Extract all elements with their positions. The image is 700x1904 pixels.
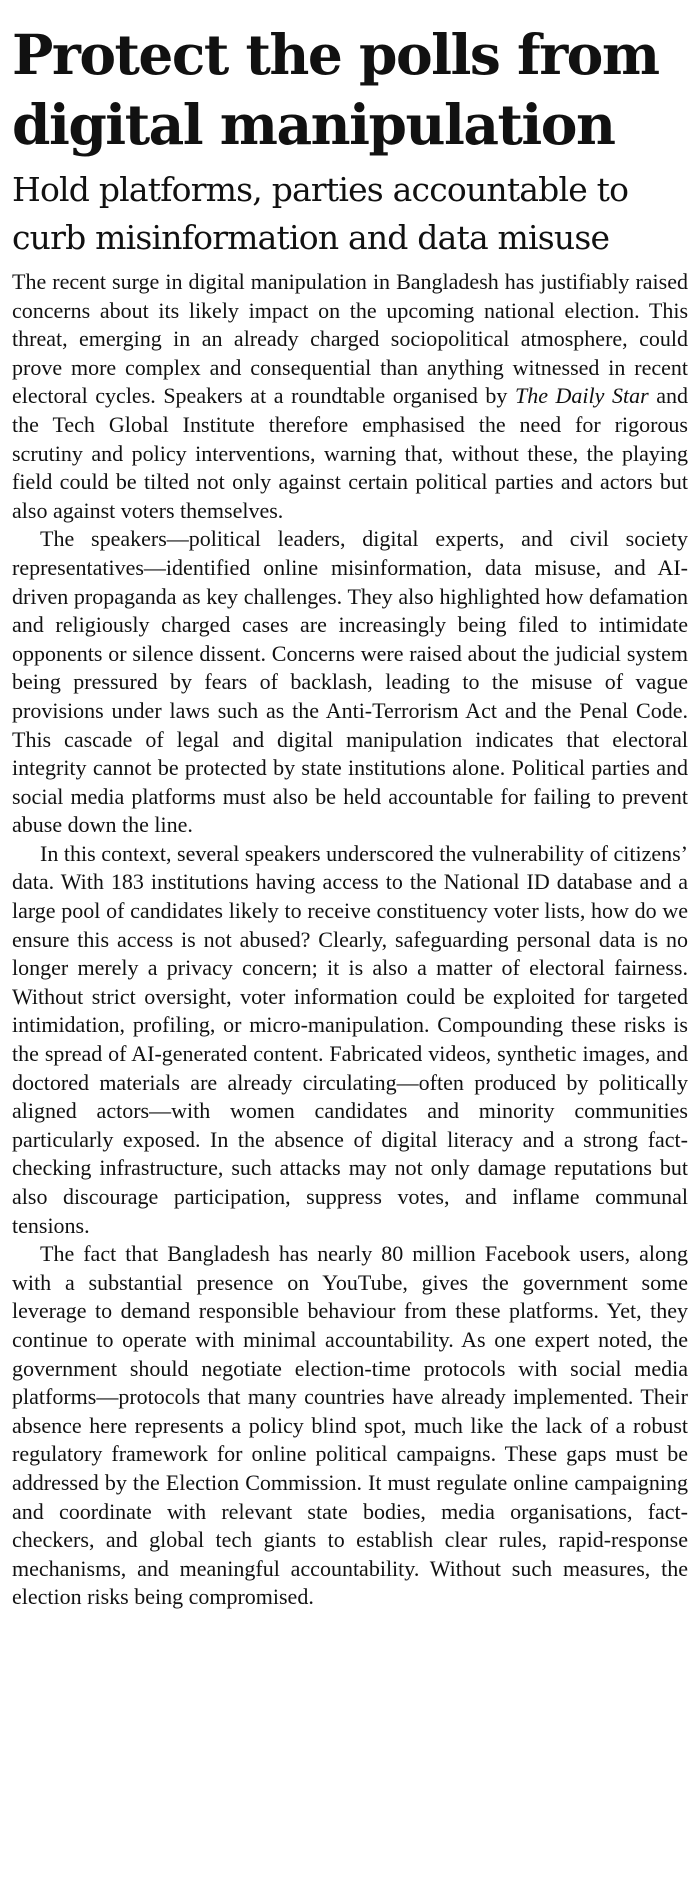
headline: Protect the polls from digital manipulation xyxy=(12,22,659,157)
paragraph-1 xyxy=(12,268,688,525)
paragraph-2: The speakers—political leaders, digital experts, and civil society representatives—identified online misinformation, data misuse, and AI-driven propaganda as key challenges. They also highlighted how defamation and religiously charged cases are increasingly being filed to intimidate opponents or silence dissent. Concerns were raised about the judicial system being pressured by fears of backlash, leading to the misuse of vague provisions under laws such as the Anti-Terrorism Act and the Penal Code. This cascade of legal and digital manipulation indicates that electoral integrity cannot be protected by state institutions alone. Political parties and social media platforms must also be held accountable for failing to prevent abuse down the line. xyxy=(12,526,688,838)
paragraph-1-publication-name: The Daily Star xyxy=(514,383,649,409)
subheadline: Hold platforms, parties accountable to curb misinformation and data misuse xyxy=(12,170,629,257)
article-body xyxy=(12,268,688,1612)
paragraph-1-text-after: and the Tech Global Institute therefore emphasised the need for rigorous scrutiny and policy interventions, warning that, without these, the playing field could be tilted not only against certain political parties and actors but also against voters themselves. xyxy=(12,383,689,523)
paragraph-1-text-before: The recent surge in digital manipulation in Bangladesh has justifiably raised concerns about its likely impact on the upcoming national election. This threat, emerging in an already charged sociopolitical atmosphere, could prove more complex and consequential than anything witnessed in recent electoral cycles. Speakers at a roundtable organised by xyxy=(12,269,688,409)
paragraph-3: In this context, several speakers underscored the vulnerability of citizens’ data. With 183 institutions having access to the National ID database and a large pool of candidates likely to receive constituency voter lists, how do we ensure this access is not abused? Clearly, safeguarding personal data is no longer merely a privacy concern; it is also a matter of electoral fairness. Without strict oversight, voter information could be exploited for targeted intimidation, profiling, or micro-manipulation. Compounding these risks is the spread of AI-generated content. Fabricated videos, synthetic images, and doctored materials are already circulating—often produced by politically aligned actors—with women candidates and minority communities particularly exposed. In the absence of digital literacy and a strong fact-checking infrastructure, such attacks may not only damage reputations but also discourage participation, suppress votes, and inflame communal tensions. xyxy=(12,840,688,1238)
paragraph-4: The fact that Bangladesh has nearly 80 million Facebook users, along with a substantial presence on YouTube, gives the government some leverage to demand responsible behaviour from these platforms. Yet, they continue to operate with minimal accountability. As one expert noted, the government should negotiate election-time protocols with social media platforms—protocols that many countries have already implemented. Their absence here represents a policy blind spot, much like the lack of a robust regulatory framework for online political campaigns. These gaps must be addressed by the Election Commission. It must regulate online campaigning and coordinate with relevant state bodies, media organisations, fact-checkers, and global tech giants to establish clear rules, rapid-response mechanisms, and meaningful accountability. Without such measures, the election risks being compromised. xyxy=(12,1241,688,1610)
